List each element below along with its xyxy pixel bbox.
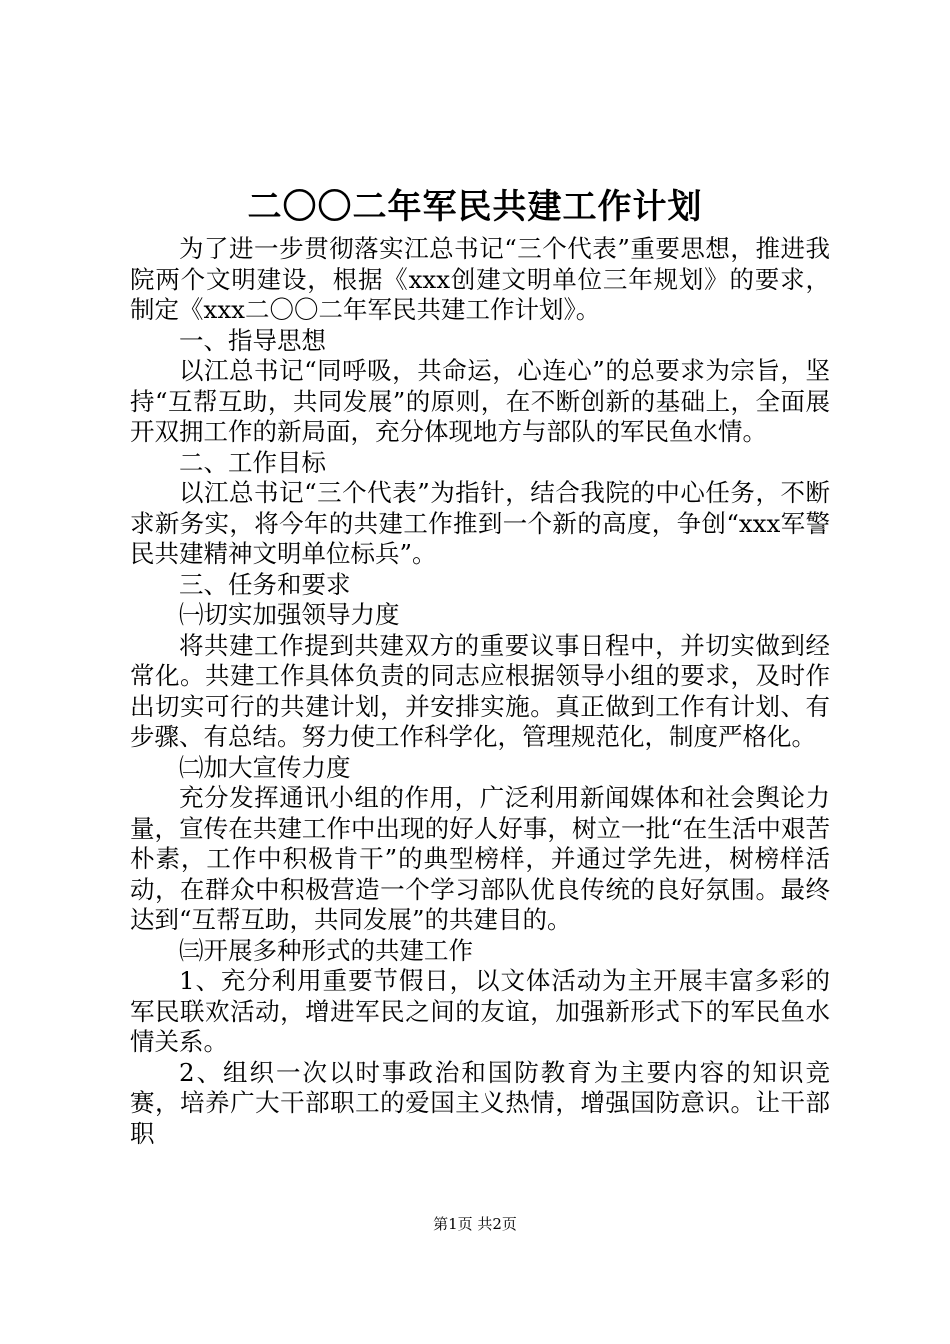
section-heading-work-goals: 二、工作目标 bbox=[179, 447, 326, 477]
page-footer: 第1页 共2页 bbox=[433, 1215, 517, 1233]
section-heading-tasks: 三、任务和要求 bbox=[179, 569, 351, 599]
intro-paragraph: 为了进一步贯彻落实江总书记“三个代表”重要思想，推进我院两个文明建设，根据《xxx创建文明单位三年规划》的要求，制定《xxx二〇〇二年军民共建工作计划》。 bbox=[130, 234, 830, 324]
subheading-leadership: ㈠切实加强领导力度 bbox=[179, 600, 400, 629]
subheading-activities: ㈢开展多种形式的共建工作 bbox=[179, 935, 473, 965]
document-body bbox=[130, 234, 830, 1149]
document-title: 二〇〇二年军民共建工作计划 bbox=[247, 187, 703, 227]
subheading-publicity: ㈡加大宣传力度 bbox=[179, 752, 351, 782]
section-heading-guiding-ideology: 一、指导思想 bbox=[179, 325, 326, 355]
paragraph-guiding-ideology: 以江总书记“同呼吸，共命运，心连心”的总要求为宗旨，坚持“互帮互助，共同发展”的原则，在不断创新的基础上，全面展开双拥工作的新局面，充分体现地方与部队的军民鱼水情。 bbox=[130, 356, 830, 446]
paragraph-leadership: 将共建工作提到共建双方的重要议事日程中，并切实做到经常化。共建工作具体负责的同志应根据领导小组的要求，及时作出切实可行的共建计划，并安排实施。真正做到工作有计划、有步骤、有总结。努力使工作科学化，管理规范化，制度严格化。 bbox=[130, 630, 830, 751]
paragraph-activity-2: 2、组织一次以时事政治和国防教育为主要内容的知识竞赛，培养广大干部职工的爱国主义热情，增强国防意识。让干部职 bbox=[130, 1057, 830, 1148]
paragraph-work-goals: 以江总书记“三个代表”为指针，结合我院的中心任务，不断求新务实，将今年的共建工作推到一个新的高度，争创“xxx军警民共建精神文明单位标兵”。 bbox=[130, 478, 830, 568]
paragraph-activity-1: 1、充分利用重要节假日，以文体活动为主开展丰富多彩的军民联欢活动，增进军民之间的友谊，加强新形式下的军民鱼水情关系。 bbox=[130, 966, 830, 1056]
paragraph-publicity: 充分发挥通讯小组的作用，广泛利用新闻媒体和社会舆论力量，宣传在共建工作中出现的好人好事，树立一批“在生活中艰苦朴素，工作中积极肯干”的典型榜样，并通过学先进，树榜样活动，在群众中积极营造一个学习部队优良传统的良好氛围。最终达到“互帮互助，共同发展”的共建目的。 bbox=[130, 783, 830, 934]
